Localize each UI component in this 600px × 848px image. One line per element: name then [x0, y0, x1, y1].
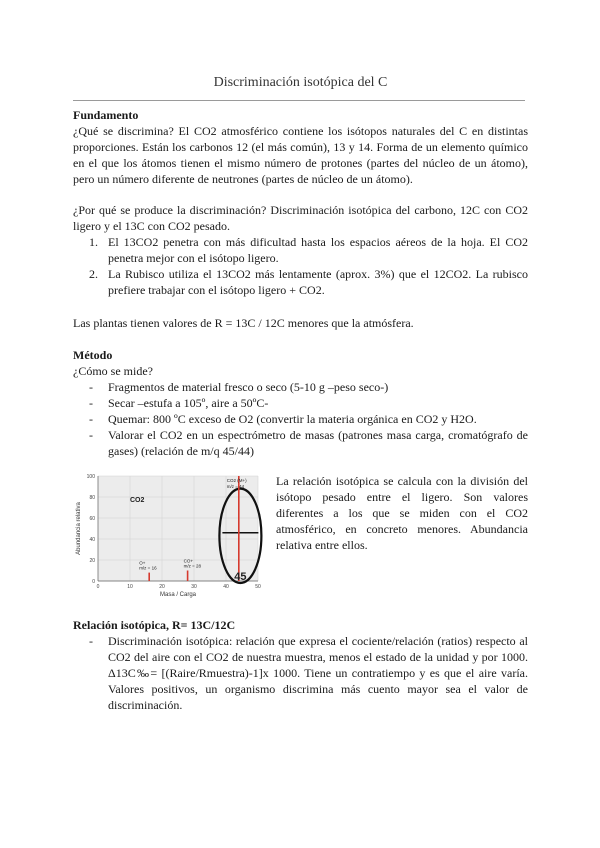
- list-marker: 1.: [89, 235, 98, 249]
- list-item: [73, 633, 528, 713]
- circle-number-label: 45: [234, 571, 247, 583]
- mass-spectrum-figure: [73, 468, 266, 598]
- relacion-heading: Relación isotópica, R= 13C/12C: [73, 618, 236, 632]
- fundamento-heading: Fundamento: [73, 108, 139, 122]
- list-item-text: Secar –estufa a 105º, aire a 50ºC-: [108, 396, 269, 410]
- mass-spectrum-chart: [73, 468, 266, 598]
- peak-mz-label: m/z = 28: [183, 563, 201, 569]
- list-item: [73, 427, 528, 459]
- page-title: Discriminación isotópica del C: [213, 75, 388, 90]
- relacion-list: [73, 633, 528, 713]
- y-axis-label: Abundancia relativa: [76, 502, 82, 555]
- fundamento-paragraph-3: Las plantas tienen valores de R = 13C / 12C menores que la atmósfera.: [73, 316, 414, 330]
- metodo-question: ¿Cómo se mide?: [73, 364, 153, 378]
- peak-label: CO+: [183, 558, 193, 564]
- list-item: [73, 411, 528, 427]
- list-item-text: Fragmentos de material fresco o seco (5-10 g –peso seco-): [108, 380, 389, 394]
- cause-list: [73, 234, 528, 298]
- list-item-text: El 13CO2 penetra con más dificultad hasta los espacios aéreos de la hoja. El CO2 penetra mejor con el isótopo ligero.: [108, 235, 528, 265]
- discrimination-cause-section: [73, 202, 528, 298]
- list-item-text: La Rubisco utiliza el 13CO2 más lentamente (aprox. 3%) que el 12CO2. La rubisco prefiere trabajar con el isótopo ligero + CO2.: [108, 267, 528, 297]
- list-item-text: Valorar el CO2 en un espectrómetro de masas (patrones masa carga, cromatógrafo de gases) (relación de m/q 45/44): [108, 428, 528, 458]
- fundamento-paragraph-1: ¿Qué se discrimina? El CO2 atmosférico contiene los isótopos naturales del C en distintas proporciones. Están los carbonos 12 (el más común), 13 y 14. Forma de un elemento químico en el que los átomos tienen el mismo número de protones (partes del núcleo de un átomo), pero un número diferente de neutrones (partes de núcleo de un átomo).: [73, 124, 528, 186]
- x-tick-label: 20: [159, 584, 165, 590]
- isotopic-ratio-note: La relación isotópica se calcula con la división del isótopo pesado entre el ligero. Son valores diferentes a los que se miden con el CO2 atmosférico, en concreto menores. Abundancia relativa entre ellos.: [276, 474, 528, 552]
- list-marker: -: [89, 396, 93, 410]
- list-item: [73, 234, 528, 266]
- list-item: [73, 379, 528, 395]
- x-tick-label: 40: [223, 584, 229, 590]
- x-tick-label: 10: [127, 584, 133, 590]
- list-item-text: Discriminación isotópica: relación que expresa el cociente/relación (ratios) respecto al CO2 del aire con el CO2 de nuestra muestra, menos el estado de la unidad y por 1000. Δ13C‰= [(Raire/Rmuestra)-1]x 1000. Tiene un contratiempo y es que el aire varía. Valores positivos, un organismo discrimina más cuento mayor sea el valor de discriminación.: [108, 634, 528, 712]
- method-steps-list: [73, 379, 528, 459]
- list-item-text: Quemar: 800 ºC exceso de O2 (convertir la materia orgánica en CO2 y H2O.: [108, 412, 477, 426]
- chart-title: CO2: [130, 497, 145, 504]
- list-marker: 2.: [89, 267, 98, 281]
- list-marker: -: [89, 380, 93, 394]
- peak-mz-label: m/z = 16: [139, 565, 157, 571]
- fundamento-paragraph-2: ¿Por qué se produce la discriminación? Discriminación isotópica del carbono, 12C con CO2 ligero y el 13C con CO2 pesado.: [73, 203, 528, 233]
- metodo-section: [73, 347, 528, 459]
- x-axis-label: Masa / Carga: [159, 592, 197, 598]
- y-tick-label: 60: [89, 516, 95, 522]
- fundamento-section: [73, 107, 528, 187]
- y-tick-label: 0: [92, 579, 95, 585]
- metodo-heading: Método: [73, 348, 113, 362]
- list-item: [73, 395, 528, 411]
- relacion-section: [73, 617, 528, 713]
- list-marker: -: [89, 412, 93, 426]
- x-tick-label: 0: [96, 584, 100, 590]
- y-tick-label: 40: [89, 537, 95, 543]
- peak-label: CO2 (M+): [226, 478, 247, 483]
- title-divider: [73, 100, 525, 101]
- list-marker: -: [89, 634, 93, 648]
- x-tick-label: 30: [191, 584, 197, 590]
- list-marker: -: [89, 428, 93, 442]
- peak-mz-label: m/z = 44: [226, 484, 245, 489]
- y-tick-label: 80: [89, 495, 95, 501]
- peak-label: O+: [139, 560, 146, 566]
- y-tick-label: 100: [86, 474, 95, 480]
- x-tick-label: 50: [255, 584, 261, 590]
- y-tick-label: 20: [89, 558, 95, 564]
- list-item: [73, 266, 528, 298]
